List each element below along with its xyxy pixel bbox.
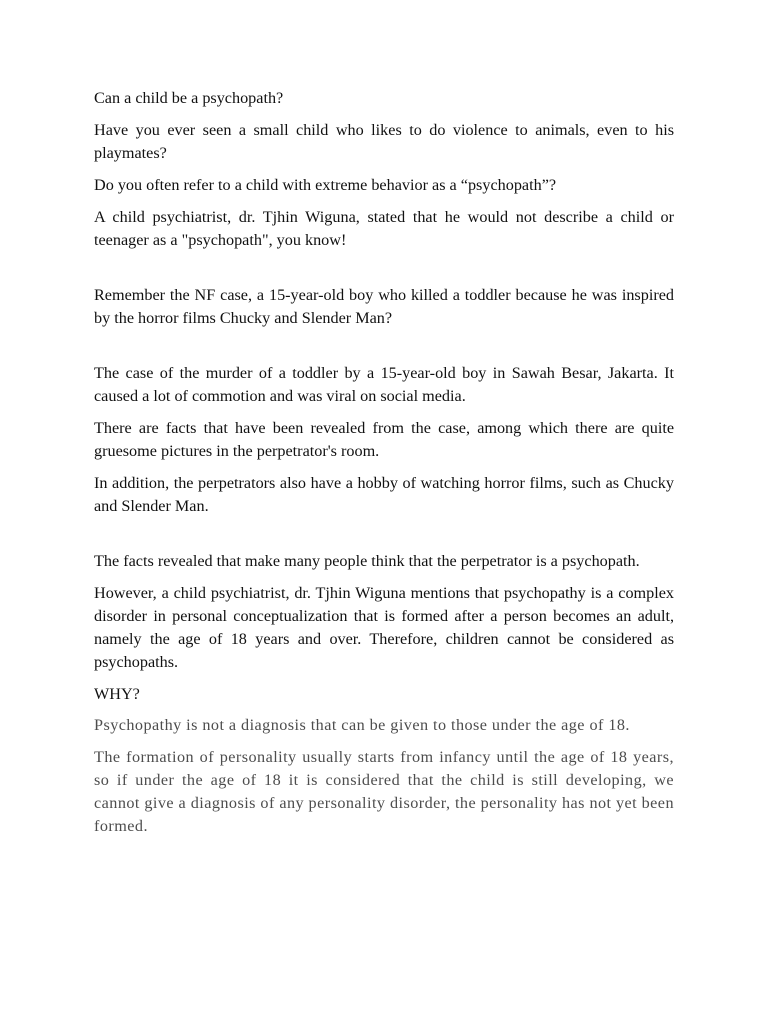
- paragraph-facts-revealed: There are facts that have been revealed from the case, among which there are quite gruesome pictures in the perpetrator's room.: [94, 419, 674, 460]
- document-body: [94, 87, 674, 847]
- paragraph-case-description: The case of the murder of a toddler by a 15-year-old boy in Sawah Besar, Jakarta. It caused a lot of commotion and was viral on social media.: [94, 364, 674, 405]
- paragraph-psychiatrist-explanation: However, a child psychiatrist, dr. Tjhin Wiguna mentions that psychopathy is a complex disorder in personal conceptualization that is formed after a person becomes an adult, namely the age of 18 years and over. Therefore, children cannot be considered as psychopaths.: [94, 584, 674, 671]
- paragraph-question-violence: Have you ever seen a small child who likes to do violence to animals, even to his playmates?: [94, 121, 674, 162]
- paragraph-why-heading: WHY?: [94, 685, 140, 703]
- paragraph-nf-case: Remember the NF case, a 15-year-old boy who killed a toddler because he was inspired by the horror films Chucky and Slender Man?: [94, 286, 674, 327]
- paragraph-diagnosis-age: Psychopathy is not a diagnosis that can be given to those under the age of 18.: [94, 716, 630, 734]
- paragraph-personality-formation: The formation of personality usually starts from infancy until the age of 18 years, so if under the age of 18 it is considered that the child is still developing, we cannot give a diagnosis of any personality disorder, the personality has not yet been formed.: [94, 748, 674, 835]
- paragraph-people-think: The facts revealed that make many people think that the perpetrator is a psychopath.: [94, 552, 640, 570]
- paragraph-psychiatrist-statement: A child psychiatrist, dr. Tjhin Wiguna, stated that he would not describe a child or teenager as a "psychopath", you know!: [94, 208, 674, 249]
- paragraph-question-label: Do you often refer to a child with extreme behavior as a “psychopath”?: [94, 176, 557, 194]
- paragraph-horror-hobby: In addition, the perpetrators also have a hobby of watching horror films, such as Chucky and Slender Man.: [94, 474, 674, 515]
- paragraph-question-title: Can a child be a psychopath?: [94, 89, 284, 107]
